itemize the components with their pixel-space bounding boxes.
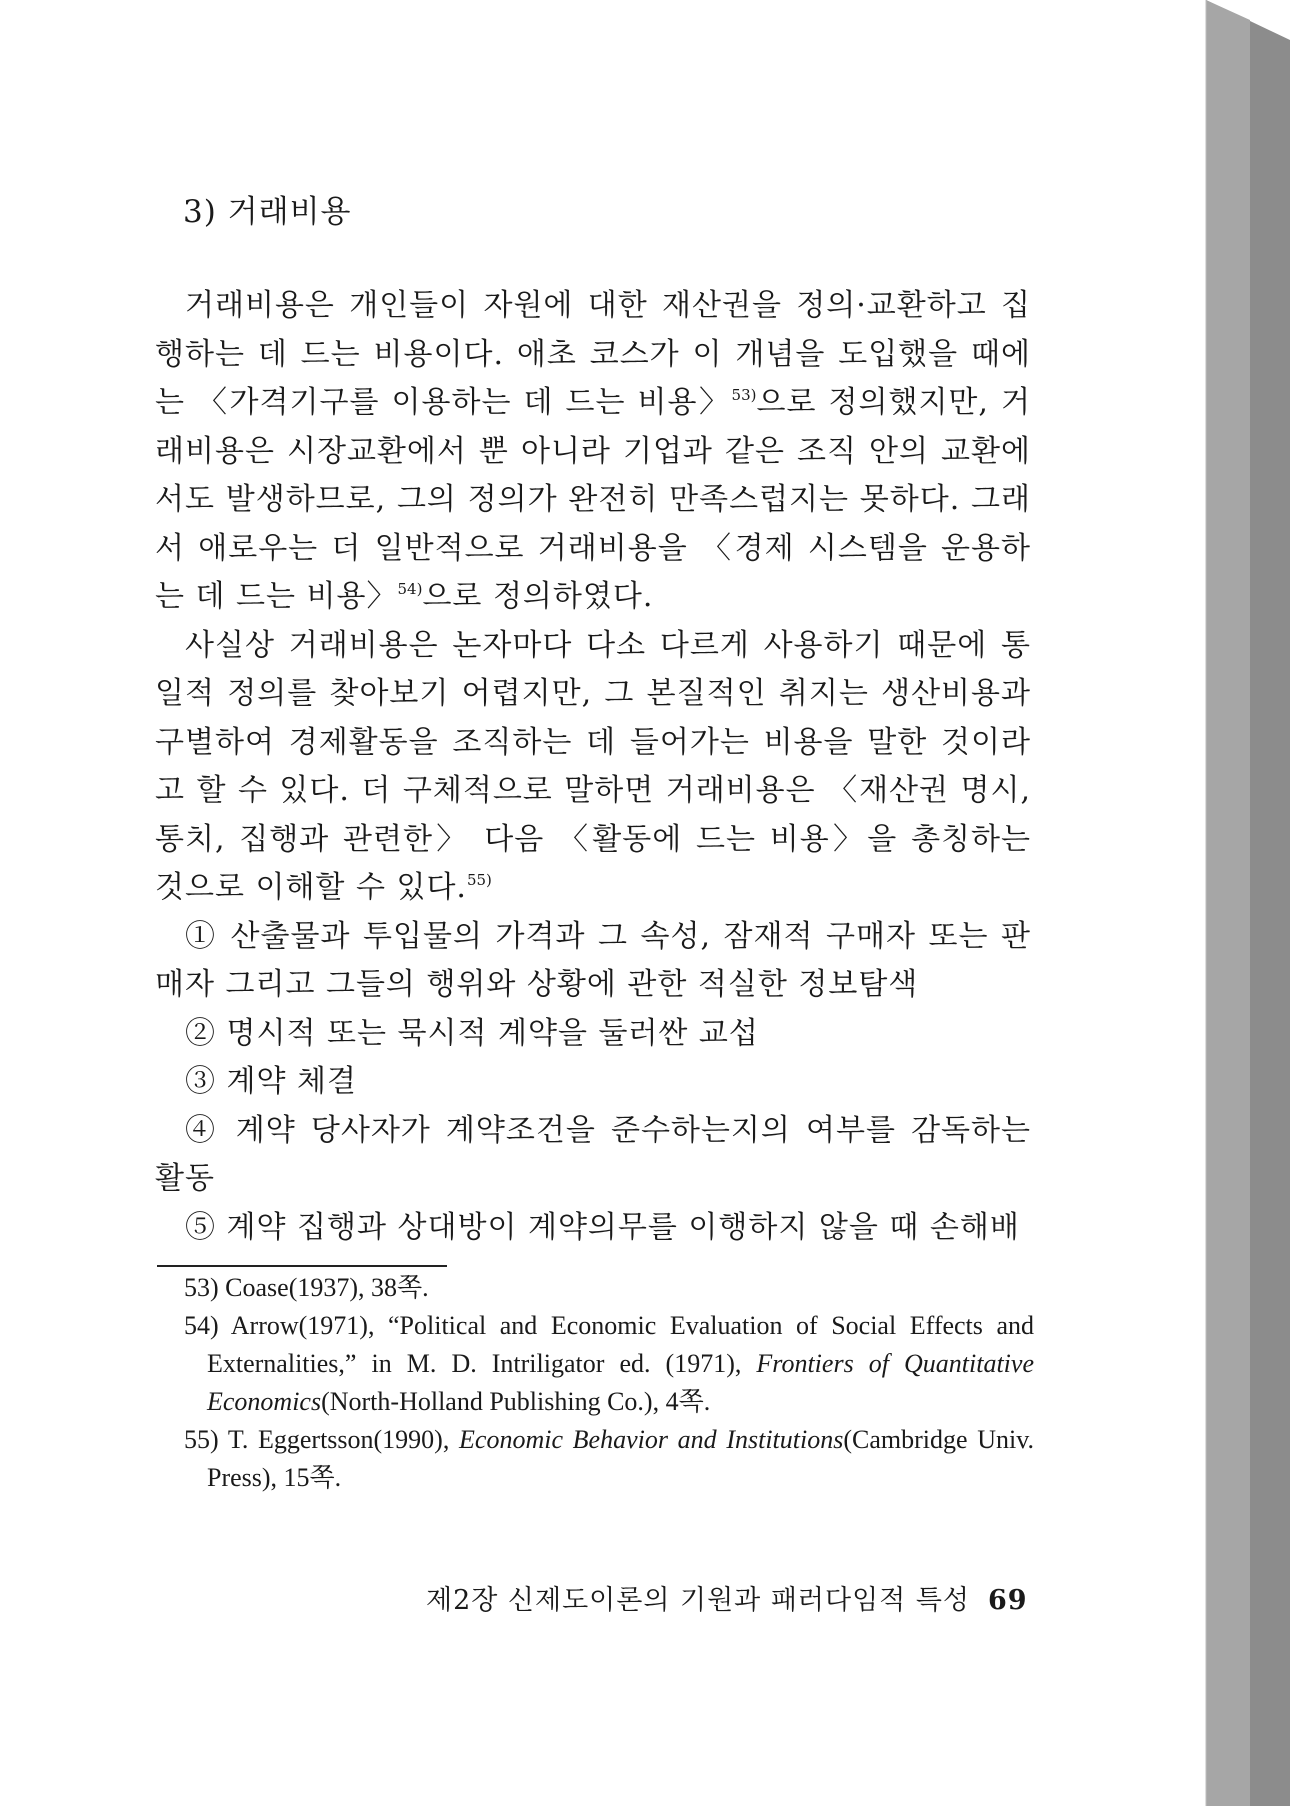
- paragraph-1: [155, 282, 1031, 622]
- list-item-3: ③ 계약 체결: [185, 1064, 357, 1099]
- paragraph-1-text-b: 으로 정의했지만, 거래비용은 시장교환에서 뿐 아니라 기업과 같은 조직 안의 교환에서도 발생하므로, 그의 정의가 완전히 만족스럽지는 못하다. 그래서 애로우는 더 일반적으로 거래비용을 〈경제 시스템을 운용하는 데 드는 비용〉: [155, 385, 1031, 614]
- footnote-divider: [157, 1265, 447, 1267]
- paragraph-2: [155, 622, 1031, 913]
- running-footer: [426, 1578, 1028, 1617]
- footnote-ref-54: 54): [397, 580, 423, 598]
- footnote-54-text-a: 54) Arrow(1971), “Political and Economic Evaluation of Social Effects and Externalities,” in M. D. Intriligator ed. (1971),: [184, 1311, 1034, 1378]
- paragraph-1-text-a: 거래비용은 개인들이 자원에 대한 재산권을 정의·교환하고 집행하는 데 드는 비용이다. 애초 코스가 이 개념을 도입했을 때에는 〈가격기구를 이용하는 데 드는 비용〉: [155, 288, 1031, 420]
- footnote-55-book-title: Economic Behavior and Institutions: [459, 1425, 844, 1454]
- paragraph-1-text-c: 으로 정의하였다.: [422, 579, 654, 614]
- running-title: 제2장 신제도이론의 기원과 패러다임적 특성: [426, 1585, 970, 1616]
- list-item-1: ① 산출물과 투입물의 가격과 그 속성, 잠재적 구매자 또는 판매자 그리고 그들의 행위와 상황에 관한 적실한 정보탐색: [155, 918, 1031, 1002]
- list-item-5: ⑤ 계약 집행과 상대방이 계약의무를 이행하지 않을 때 손해배: [185, 1209, 1020, 1245]
- footnote-55-text-a: 55) T. Eggertsson(1990),: [184, 1425, 460, 1454]
- footnote-ref-55: 55): [466, 871, 492, 889]
- footnote-54: [184, 1307, 1034, 1421]
- footnote-55-text-b: (Cambridge Univ. Press), 15쪽.: [207, 1425, 1035, 1492]
- footnote-54-text-b: (North-Holland Publishing Co.), 4쪽.: [321, 1387, 711, 1416]
- footnote-ref-53: 53): [731, 386, 757, 404]
- footnote-55: [184, 1421, 1034, 1497]
- footnote-54-book-title: Frontiers of Quantitative Economics: [207, 1349, 1034, 1416]
- footnote-53: 53) Coase(1937), 38쪽.: [184, 1273, 429, 1302]
- paragraph-2-text: 사실상 거래비용은 논자마다 다소 다르게 사용하기 때문에 통일적 정의를 찾아보기 어렵지만, 그 본질적인 취지는 생산비용과 구별하여 경제활동을 조직하는 데 들어가는 비용을 말한 것이라고 할 수 있다. 더 구체적으로 말하면 거래비용은 〈재산권 명시, 통치, 집행과 관련한〉 다음 〈활동에 드는 비용〉을 총칭하는 것으로 이해할 수 있다.: [155, 627, 1031, 905]
- list-item-2: ② 명시적 또는 묵시적 계약을 둘러싼 교섭: [185, 1015, 759, 1051]
- footnotes: [184, 1269, 1034, 1497]
- list-item-4: ④ 계약 당사자가 계약조건을 준수하는지의 여부를 감독하는 활동: [155, 1112, 1031, 1196]
- section-heading: 3) 거래비용: [183, 194, 352, 230]
- page-number: 69: [987, 1585, 1028, 1616]
- body-text: [155, 282, 1031, 1252]
